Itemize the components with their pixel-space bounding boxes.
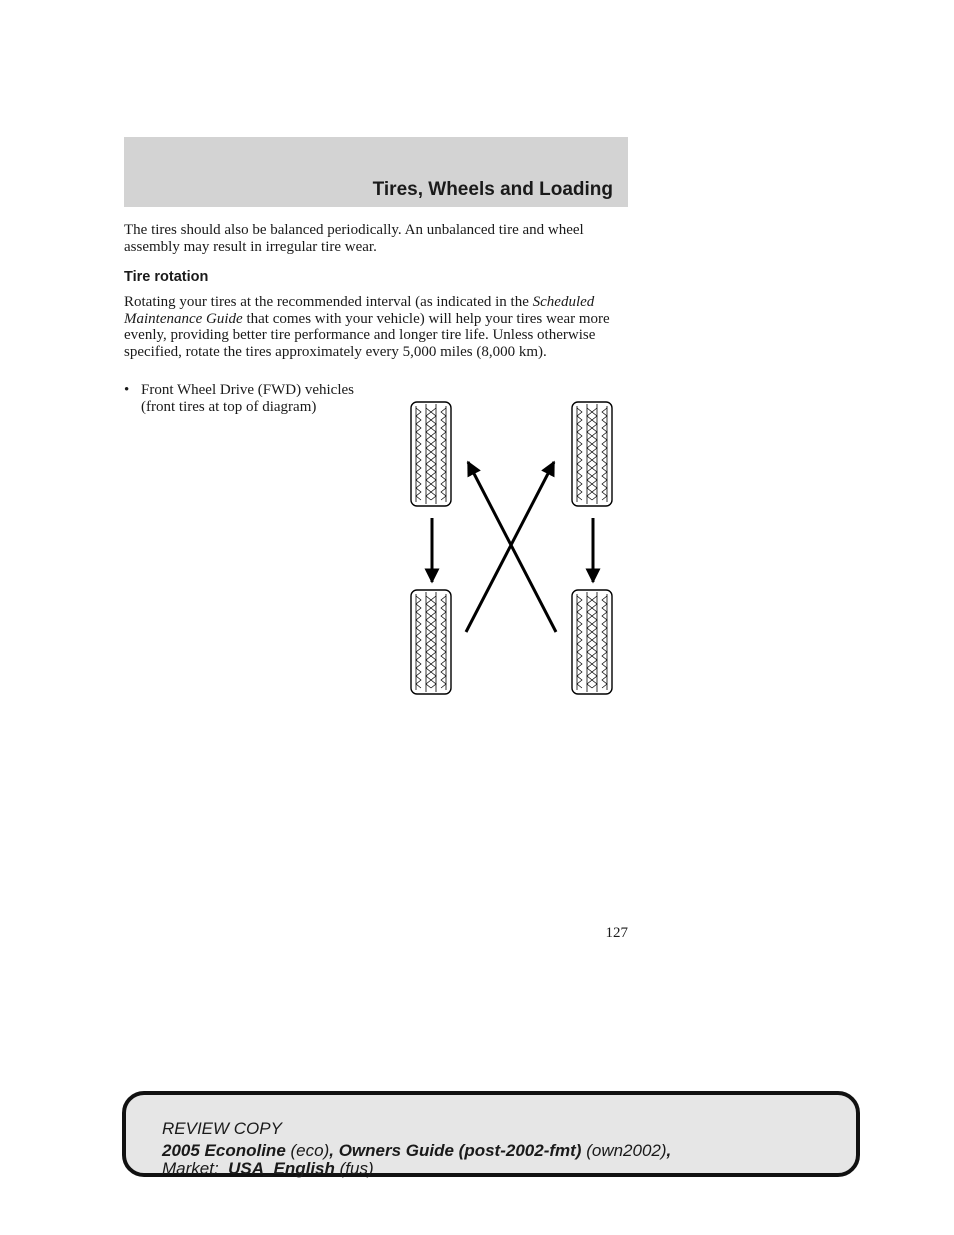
footer-document-line <box>162 1141 671 1161</box>
cross-arrow-to-front-left <box>468 462 556 632</box>
footer-model: 2005 Econoline <box>162 1141 286 1160</box>
page-number: 127 <box>605 925 628 941</box>
footer-market: USA_English <box>228 1159 335 1178</box>
footer-market-code: (fus) <box>339 1159 374 1178</box>
footer-guide-separator: , <box>329 1141 339 1160</box>
footer-model-code: (eco) <box>290 1141 330 1160</box>
footer-guide: Owners Guide (post-2002-fmt) <box>338 1141 582 1160</box>
rear-left-tire-icon <box>411 590 451 694</box>
section-title: Tires, Wheels and Loading <box>372 179 613 200</box>
rotation-text-end: that comes with your vehicle) will help your tires wear more evenly, providing better tire performance and longer tire life. Unless otherwise specified, rotate the tires approximately every 5,000 miles (8,000 km). <box>124 310 610 360</box>
fwd-bullet-item <box>124 382 354 415</box>
review-copy-footer <box>122 1091 860 1177</box>
footer-market-label: Market: <box>162 1159 219 1178</box>
tire-rotation-heading: Tire rotation <box>124 269 209 285</box>
footer-market-line <box>162 1159 374 1179</box>
tire-rotation-diagram <box>370 392 630 702</box>
rear-right-tire-icon <box>572 590 612 694</box>
footer-guide-code: (own2002) <box>586 1141 667 1160</box>
cross-arrow-to-front-right <box>466 462 554 632</box>
maintenance-guide-title: Scheduled Maintenance Guide <box>124 294 595 327</box>
header-band <box>124 137 628 207</box>
rotation-paragraph <box>124 294 628 360</box>
front-left-tire-icon <box>411 402 451 506</box>
footer-comma: , <box>666 1141 672 1160</box>
fwd-bullet-text: Front Wheel Drive (FWD) vehicles (front tires at top of diagram) <box>141 382 354 415</box>
bullet-icon: • <box>124 382 130 398</box>
review-copy-label: REVIEW COPY <box>162 1119 282 1138</box>
rotation-text-start: Rotating your tires at the recommended interval (as indicated in the <box>124 294 533 310</box>
front-right-tire-icon <box>572 402 612 506</box>
balance-paragraph: The tires should also be balanced periodically. An unbalanced tire and wheel assembly may result in irregular tire wear. <box>124 222 584 255</box>
